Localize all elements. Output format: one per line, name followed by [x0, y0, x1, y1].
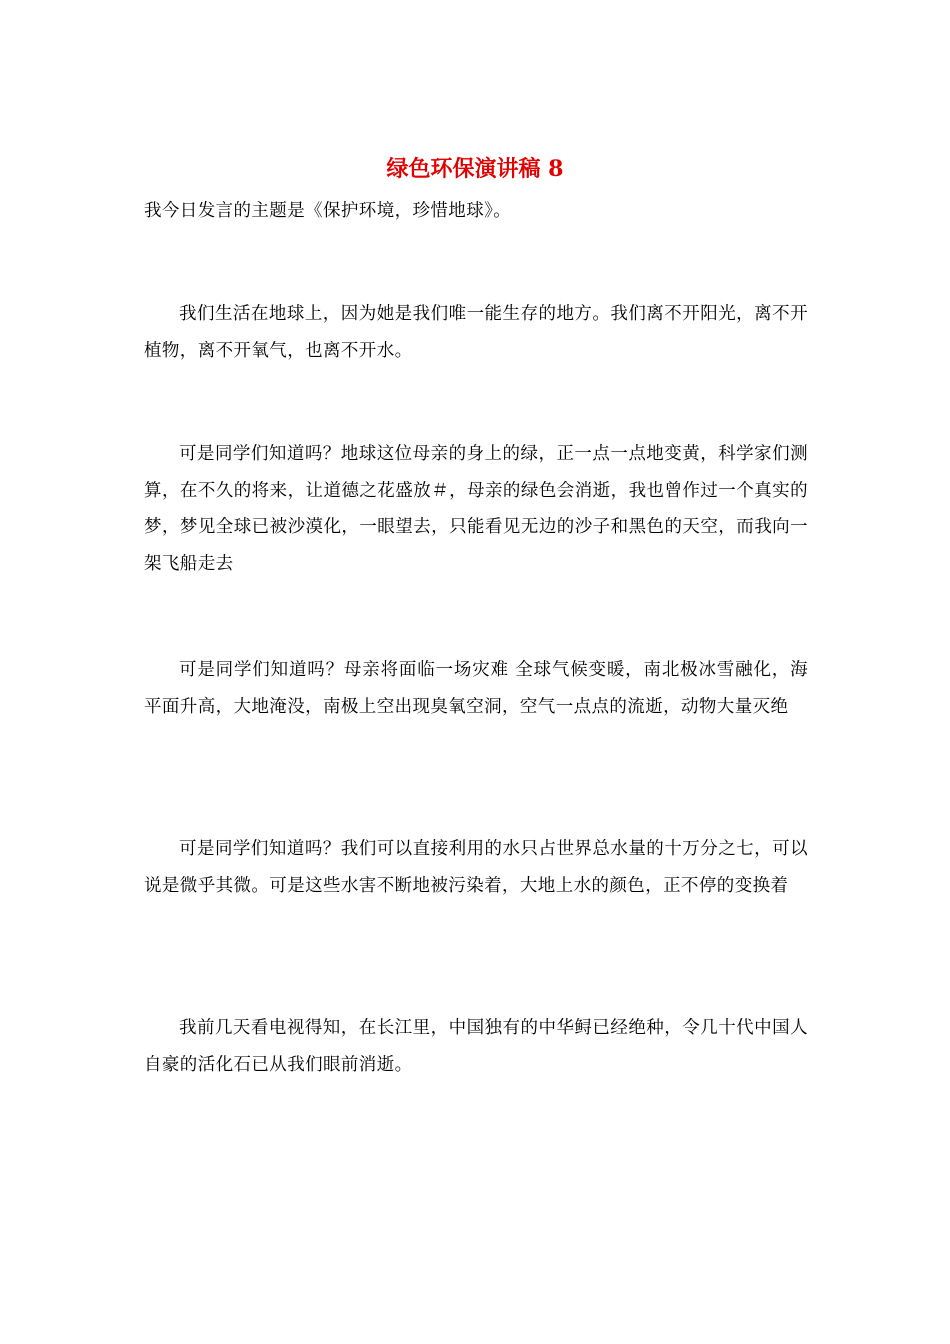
paragraph: 我前几天看电视得知，在长江里，中国独有的中华鲟已经绝种，令几十代中国人自豪的活化石已从我们眼前消逝。 [144, 1018, 808, 1075]
document-title: 绿色环保演讲稿 8 [386, 156, 564, 182]
paragraph: 可是同学们知道吗？我们可以直接利用的水只占世界总水量的十万分之七，可以说是微乎其微。可是这些水害不断地被污染着，大地上水的颜色，正不停的变换着 [144, 839, 808, 896]
paragraph: 可是同学们知道吗？母亲将面临一场灾难 全球气候变暖，南北极冰雪融化，海平面升高，大地淹没，南极上空出现臭氧空洞，空气一点点的流逝，动物大量灭绝 [144, 660, 808, 717]
paragraph-intro: 我今日发言的主题是《保护环境，珍惜地球》。 [144, 201, 512, 221]
paragraph: 我们生活在地球上，因为她是我们唯一能生存的地方。我们离不开阳光，离不开植物，离不开氧气，也离不开水。 [144, 304, 808, 361]
paragraph: 可是同学们知道吗？地球这位母亲的身上的绿，正一点一点地变黄，科学家们测算，在不久的将来，让道德之花盛放＃，母亲的绿色会消逝，我也曾作过一个真实的梦，梦见全球已被沙漠化，一眼望去，只能看见无边的沙子和黑色的天空，而我向一架飞船走去 [144, 444, 808, 574]
